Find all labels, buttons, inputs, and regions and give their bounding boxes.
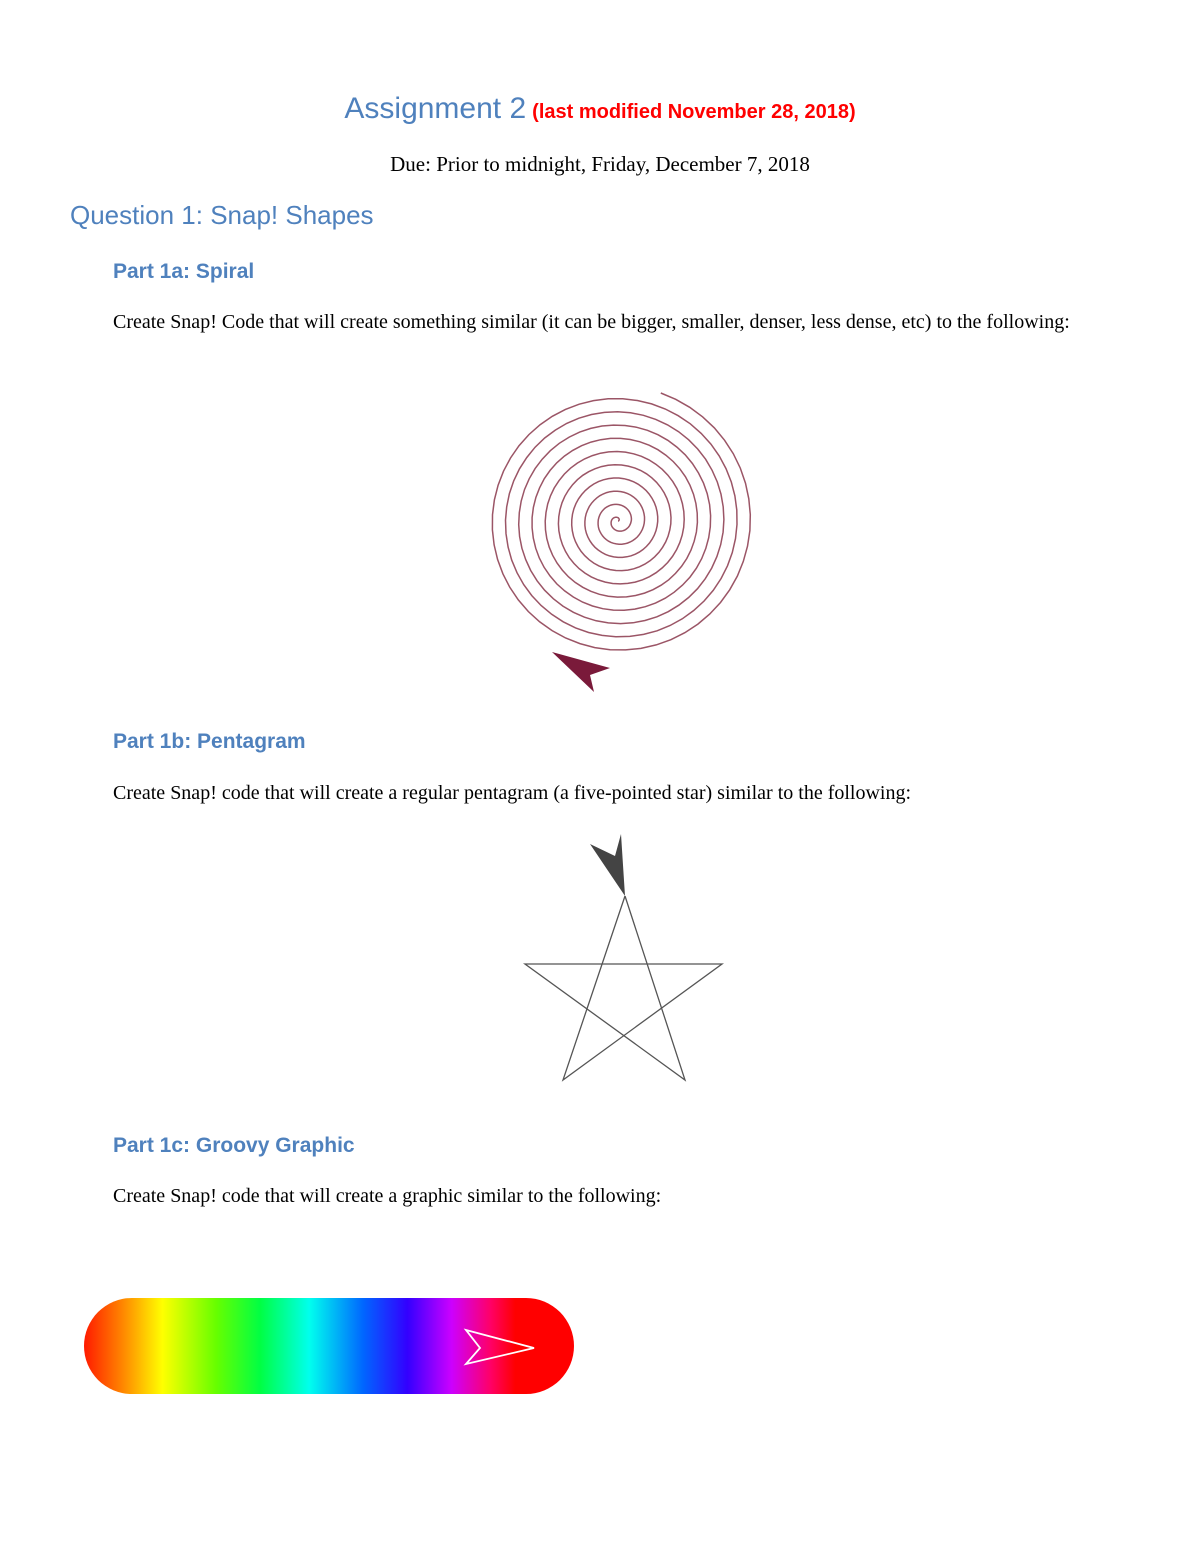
due-date: Due: Prior to midnight, Friday, December 7, 2018 [390, 152, 810, 176]
groovy-graphic-figure [82, 1296, 582, 1396]
spiral-figure [470, 385, 770, 705]
last-modified-note: (last modified November 28, 2018) [532, 101, 856, 123]
part-1c-text: Create Snap! code that will create a graphic similar to the following: [113, 1185, 662, 1207]
pentagram-sprite-arrow [590, 834, 625, 896]
pentagram-lines [525, 896, 722, 1080]
part-1b-text: Create Snap! code that will create a regular pentagram (a five-pointed star) similar to the following: [113, 782, 912, 804]
part-1a-text: Create Snap! Code that will create something similar (it can be bigger, smaller, denser, less dense, etc) to the following: [113, 311, 1070, 333]
pentagram-figure [515, 830, 735, 1090]
spiral-sprite-arrow [552, 652, 610, 692]
rainbow-band [84, 1298, 574, 1394]
page-title [0, 92, 1200, 126]
part-1a-heading: Part 1a: Spiral [113, 260, 255, 283]
spiral-line [492, 393, 750, 650]
question-1-heading: Question 1: Snap! Shapes [70, 200, 374, 230]
part-1c-heading: Part 1c: Groovy Graphic [113, 1134, 355, 1157]
part-1b-heading: Part 1b: Pentagram [113, 730, 306, 753]
assignment-title: Assignment 2 [344, 92, 527, 125]
